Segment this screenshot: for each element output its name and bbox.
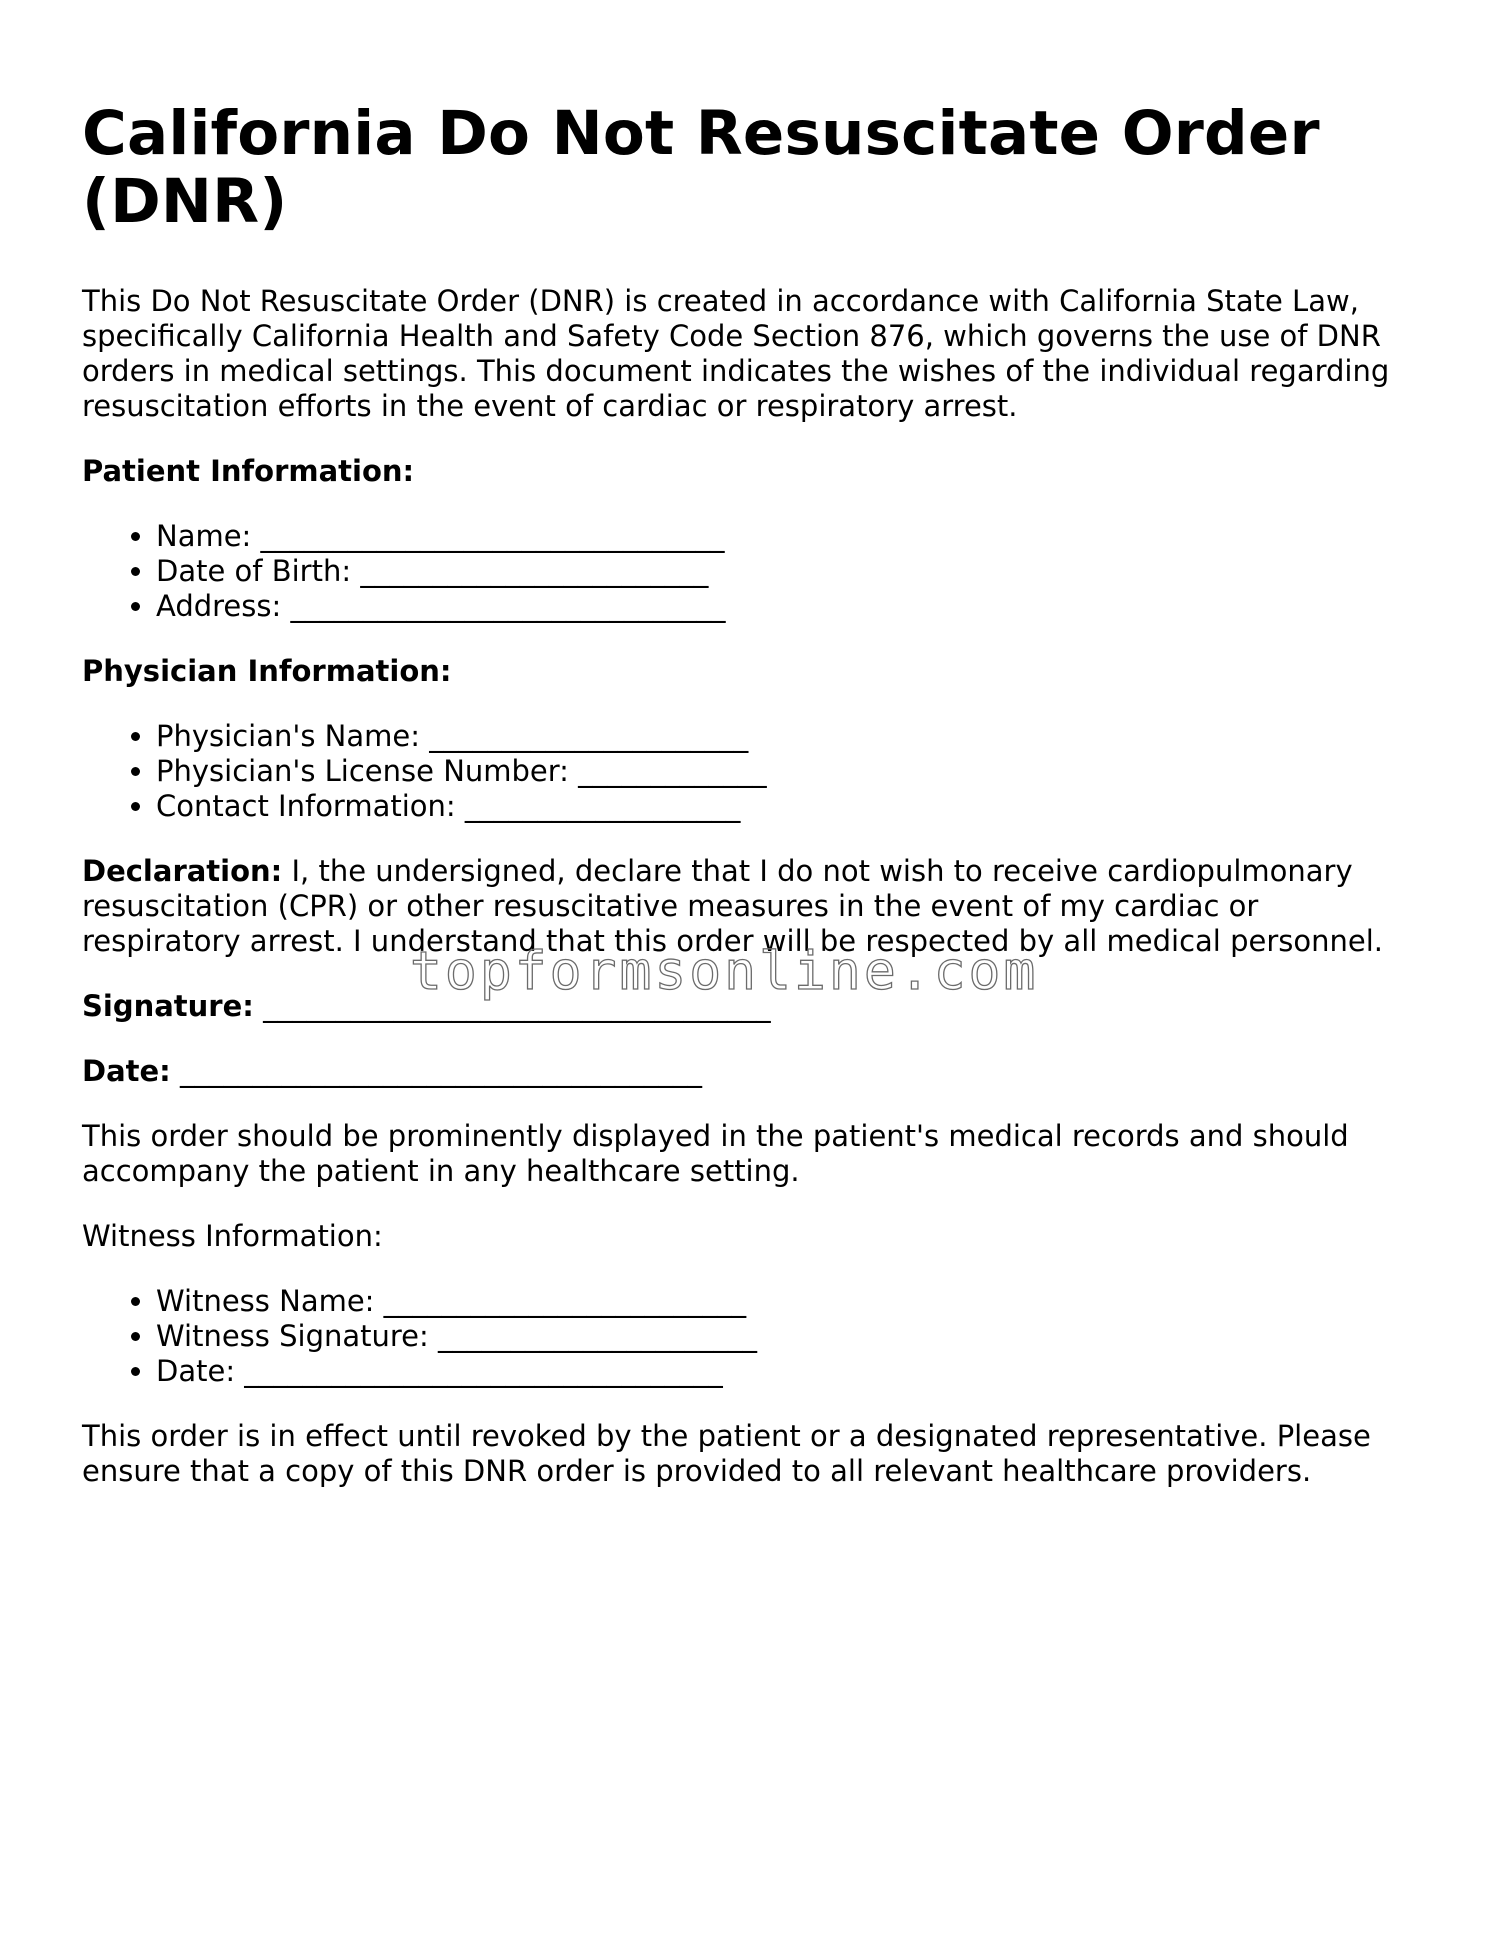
- closing-paragraph: This order is in effect until revoked by the patient or a designated representative. Please ensure that a copy of this DNR order is provided to all relevant healthcare providers.: [82, 1419, 1371, 1488]
- display-note-paragraph: This order should be prominently displayed in the patient's medical records and should accompany the patient in any healthcare setting.: [82, 1119, 1349, 1188]
- intro-paragraph: This Do Not Resuscitate Order (DNR) is created in accordance with California State Law, specifically California Health and Safety Code Section 876, which governs the use of DNR orders in medical settings. This document indicates the wishes of the individual regarding resuscitation efforts in the event of cardiac or respiratory arrest.: [82, 284, 1390, 423]
- document-page: [82, 100, 1422, 1489]
- patient-info-heading: Patient Information:: [82, 454, 415, 488]
- page-title: California Do Not Resuscitate Order (DNR): [82, 98, 1320, 237]
- date-line: [82, 1054, 1422, 1089]
- witness-name-field: • Witness Name: _________________________: [156, 1284, 1422, 1319]
- physician-name-field: • Physician's Name: ______________________: [156, 719, 1422, 754]
- watermark-text: topformsonline.com: [410, 941, 1039, 1002]
- witness-info-list: [82, 1284, 1422, 1389]
- patient-address-field: • Address: ______________________________: [156, 589, 1422, 624]
- signature-blank: ___________________________________: [253, 989, 771, 1023]
- patient-dob-field: • Date of Birth: ________________________: [156, 554, 1422, 589]
- patient-info-list: [82, 519, 1422, 624]
- date-label: Date:: [82, 1054, 171, 1088]
- declaration-text: I, the undersigned, declare that I do not wish to receive cardiopulmonary resuscitation (CPR) or other resuscitative measures in the event of my cardiac or respiratory arrest. I understand that this order will be respected by all medical personnel.: [82, 854, 1383, 958]
- physician-info-list: [82, 719, 1422, 824]
- witness-signature-field: • Witness Signature: ______________________: [156, 1319, 1422, 1354]
- physician-info-heading: Physician Information:: [82, 654, 452, 688]
- date-blank: ____________________________________: [170, 1054, 702, 1088]
- physician-license-field: • Physician's License Number: _____________: [156, 754, 1422, 789]
- patient-name-field: • Name: ________________________________: [156, 519, 1422, 554]
- physician-contact-field: • Contact Information: ___________________: [156, 789, 1422, 824]
- declaration-label: Declaration:: [82, 854, 283, 888]
- signature-label: Signature:: [82, 989, 254, 1023]
- witness-info-heading: Witness Information:: [82, 1219, 383, 1253]
- witness-date-field: • Date: _________________________________: [156, 1354, 1422, 1389]
